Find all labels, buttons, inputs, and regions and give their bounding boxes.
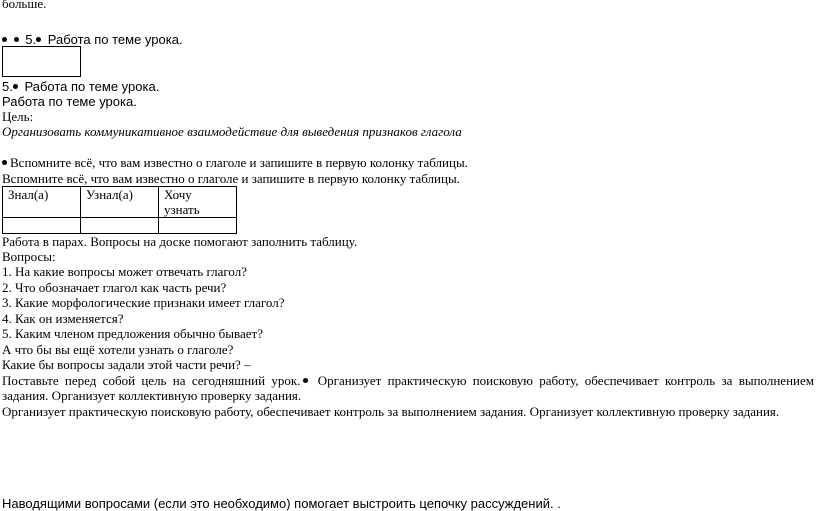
table-header-text: узнать: [164, 202, 200, 217]
text-line: Поставьте перед собой цель на сегодняшний урок.: [2, 373, 301, 388]
table-header-cell: [159, 187, 237, 218]
text-line: Наводящими вопросами (если это необходимо) помогает выстроить цепочку рассуждений. .: [2, 496, 561, 511]
table-header-text: Хочу: [164, 187, 192, 202]
bullet-icon: [36, 37, 41, 42]
bullet-line-heading-2: [2, 79, 159, 94]
question-item: 2. Что обозначает глагол как часть речи?: [2, 280, 227, 295]
table-cell: [81, 218, 159, 234]
text-line: Вспомните всё, что вам известно о глаголе и запишите в первую колонку таблицы.: [2, 171, 460, 186]
text-line: больше.: [2, 0, 47, 11]
table-header-cell: Узнал(а): [81, 187, 159, 218]
question-item: 5. Каким членом предложения обычно бывает?: [2, 326, 263, 341]
empty-box: [2, 46, 81, 77]
table-cell: [159, 218, 237, 234]
bullet-icon: [13, 84, 18, 89]
knowledge-table: [2, 186, 237, 234]
text-line: Работа по теме урока.: [24, 79, 160, 94]
question-item: 1. На какие вопросы может отвечать глагол?: [2, 264, 247, 279]
table-cell: [3, 218, 81, 234]
text-line: Работа по теме урока.: [2, 94, 137, 109]
bullet-instruction: [2, 155, 468, 170]
paragraph: [2, 373, 814, 403]
bullet-icon: [2, 37, 7, 42]
text-line: Вопросы:: [2, 249, 56, 264]
bullet-icon: [2, 160, 7, 165]
text-line: Какие бы вопросы задали этой части речи? –: [2, 357, 251, 372]
question-item: 3. Какие морфологические признаки имеет глагол?: [2, 295, 285, 310]
text-line: Работа по теме урока.: [47, 32, 183, 47]
bullet-icon: [303, 378, 308, 383]
text-line: Организует практическую поисковую работу, обеспечивает контроль за выполнением задания. Организует коллективную проверку задания.: [2, 373, 814, 403]
text-line: Организует практическую поисковую работу, обеспечивает контроль за выполнением задания. Организует коллективную проверку задания.: [2, 404, 780, 419]
text-line: А что бы вы ещё хотели узнать о глаголе?: [2, 342, 234, 357]
text-number: 5.: [2, 79, 13, 94]
bullet-line-heading: [2, 32, 183, 47]
table-header-cell: Знал(а): [3, 187, 81, 218]
text-line: Работа в парах. Вопросы на доске помогают заполнить таблицу.: [2, 234, 358, 249]
question-item: 4. Как он изменяется?: [2, 311, 124, 326]
bullet-icon: [14, 37, 19, 42]
text-line: Вспомните всё, что вам известно о глаголе и запишите в первую колонку таблицы.: [10, 155, 468, 170]
goal-text: Организовать коммуникативное взаимодействие для выведения признаков глагола: [2, 124, 462, 139]
text-number: 5.: [25, 32, 37, 47]
goal-label: Цель:: [2, 109, 34, 124]
